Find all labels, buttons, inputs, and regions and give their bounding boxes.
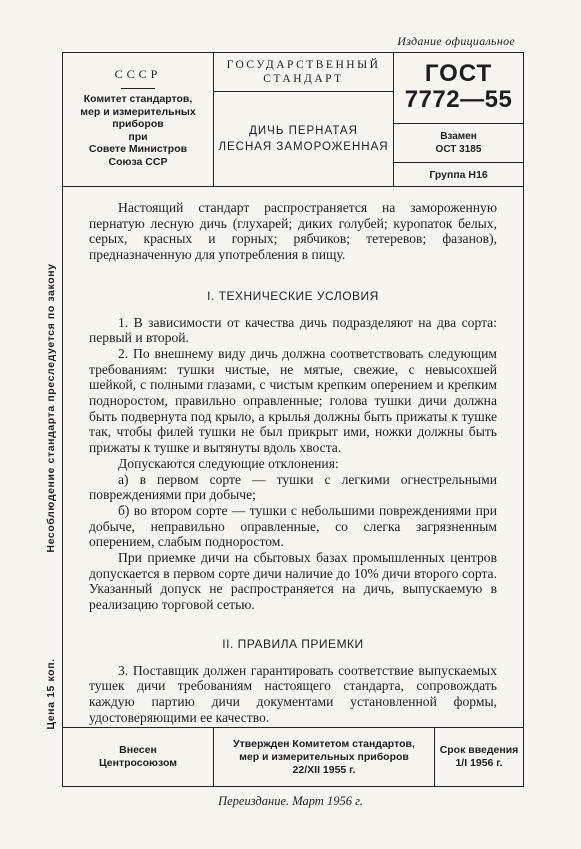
committee-line: Союза ССР xyxy=(108,155,168,168)
standard-frame xyxy=(62,52,524,787)
group-label: Группа Н16 xyxy=(429,168,488,181)
footer-line: 22/XII 1955 г. xyxy=(292,763,356,776)
reprint-note: Переиздание. Март 1956 г. xyxy=(218,794,363,808)
price-note: Цена 15 коп. xyxy=(45,658,57,730)
committee-line: мер и измерительных xyxy=(80,105,196,118)
replaces-box xyxy=(394,124,523,163)
footer-line: 1/I 1956 г. xyxy=(455,757,503,769)
replaces-label: Взамен xyxy=(440,131,477,142)
state-standard-line: ГОСУДАРСТВЕННЫЙ xyxy=(226,59,381,71)
footer-line: Срок введения xyxy=(439,744,519,756)
replaces-value: ОСТ 3185 xyxy=(435,144,482,155)
gost-word: ГОСТ xyxy=(424,60,493,87)
header-block xyxy=(63,53,523,187)
issuer-cell xyxy=(63,53,214,186)
footer-block xyxy=(63,727,523,786)
title-cell xyxy=(214,53,394,186)
committee-line: при xyxy=(128,130,148,143)
intro-paragraph: Настоящий стандарт распространяется на замороженную пернатую лесную дичь (глухарей; диких голубей; куропаток белых, серых, красных и горных; рябчиков; тетеревов; фазанов), предназначенную для употребления в пищу. xyxy=(89,200,497,263)
effective-date-cell xyxy=(435,728,523,786)
body-paragraph: При приемке дичи на сбытовых базах промышленных центров допускается в первом сорте дичи наличие до 10% дичи второго сорта. Указанный допуск не распространяется на дичь, выпускаемую в реализацию торговой сетью. xyxy=(89,550,497,613)
state-standard-label xyxy=(227,53,381,86)
ussr-divider xyxy=(121,88,155,89)
committee-name xyxy=(80,93,195,168)
body-paragraph: 1. В зависимости от качества дичь подразделяют на два сорта: первый и второй. xyxy=(89,314,497,346)
state-standard-line: СТАНДАРТ xyxy=(263,73,344,85)
ussr-label: СССР xyxy=(114,67,162,81)
committee-line: приборов xyxy=(112,118,164,130)
gost-number: 7772—55 xyxy=(404,86,513,113)
footer-line: Центросоюзом xyxy=(98,757,178,769)
section-title: II. ПРАВИЛА ПРИЕМКИ xyxy=(222,636,364,651)
document-body xyxy=(63,187,523,725)
footer-line: Внесен xyxy=(119,744,157,756)
body-paragraph: 2. По внешнему виду дичь должна соответствовать следующим требованиям: тушки чистые, не мятые, свежие, с невысохшей шейкой, с полными глазами, с чистым крепким оперением и крепким подноростом, правильно оправленные; голова тушки дичи должна быть подвернута под крыло, а крылья должны быть прижаты к тушке так, чтобы филей тушки не был прикрыт ими, ножки должны быть прижаты к тушке и вытянуты вдоль хвоста. xyxy=(89,345,497,456)
legal-notice: Несоблюдение стандарта преследуется по закону xyxy=(45,263,57,553)
body-paragraph: Допускаются следующие отклонения: xyxy=(118,455,339,471)
committee-line: Комитет стандартов, xyxy=(83,93,193,105)
section-title: I. ТЕХНИЧЕСКИЕ УСЛОВИЯ xyxy=(207,288,379,303)
body-paragraph: а) в первом сорте — тушки с легкими огнестрельными повреждениями при добыче; xyxy=(89,471,497,503)
body-paragraph: 3. Поставщик должен гарантировать соответствие выпускаемых тушек дичи требованиям настоящего стандарта, сопровождать каждую партию дичи документами установленной формы, удостоверяющими ее качество. xyxy=(89,662,497,725)
gost-designation xyxy=(394,53,523,124)
footer-line: мер и измерительных приборов xyxy=(239,750,409,763)
body-paragraph: б) во втором сорте — тушки с небольшими повреждениями при добыче, неправильно оправленные, со слегка загрязненным оперением, слабым подноростом. xyxy=(89,502,497,550)
title-divider xyxy=(214,91,393,92)
title-line: ЛЕСНАЯ ЗАМОРОЖЕННАЯ xyxy=(218,141,389,153)
title-line: ДИЧЬ ПЕРНАТАЯ xyxy=(249,125,358,137)
document-title xyxy=(218,123,388,155)
introduced-by-cell xyxy=(63,728,214,786)
approval-cell xyxy=(214,728,435,786)
designation-cell xyxy=(394,53,523,186)
committee-line: Совете Министров xyxy=(88,143,188,155)
edition-label: Издание официальное xyxy=(397,34,515,48)
footer-line: Утвержден Комитетом стандартов, xyxy=(233,737,415,750)
